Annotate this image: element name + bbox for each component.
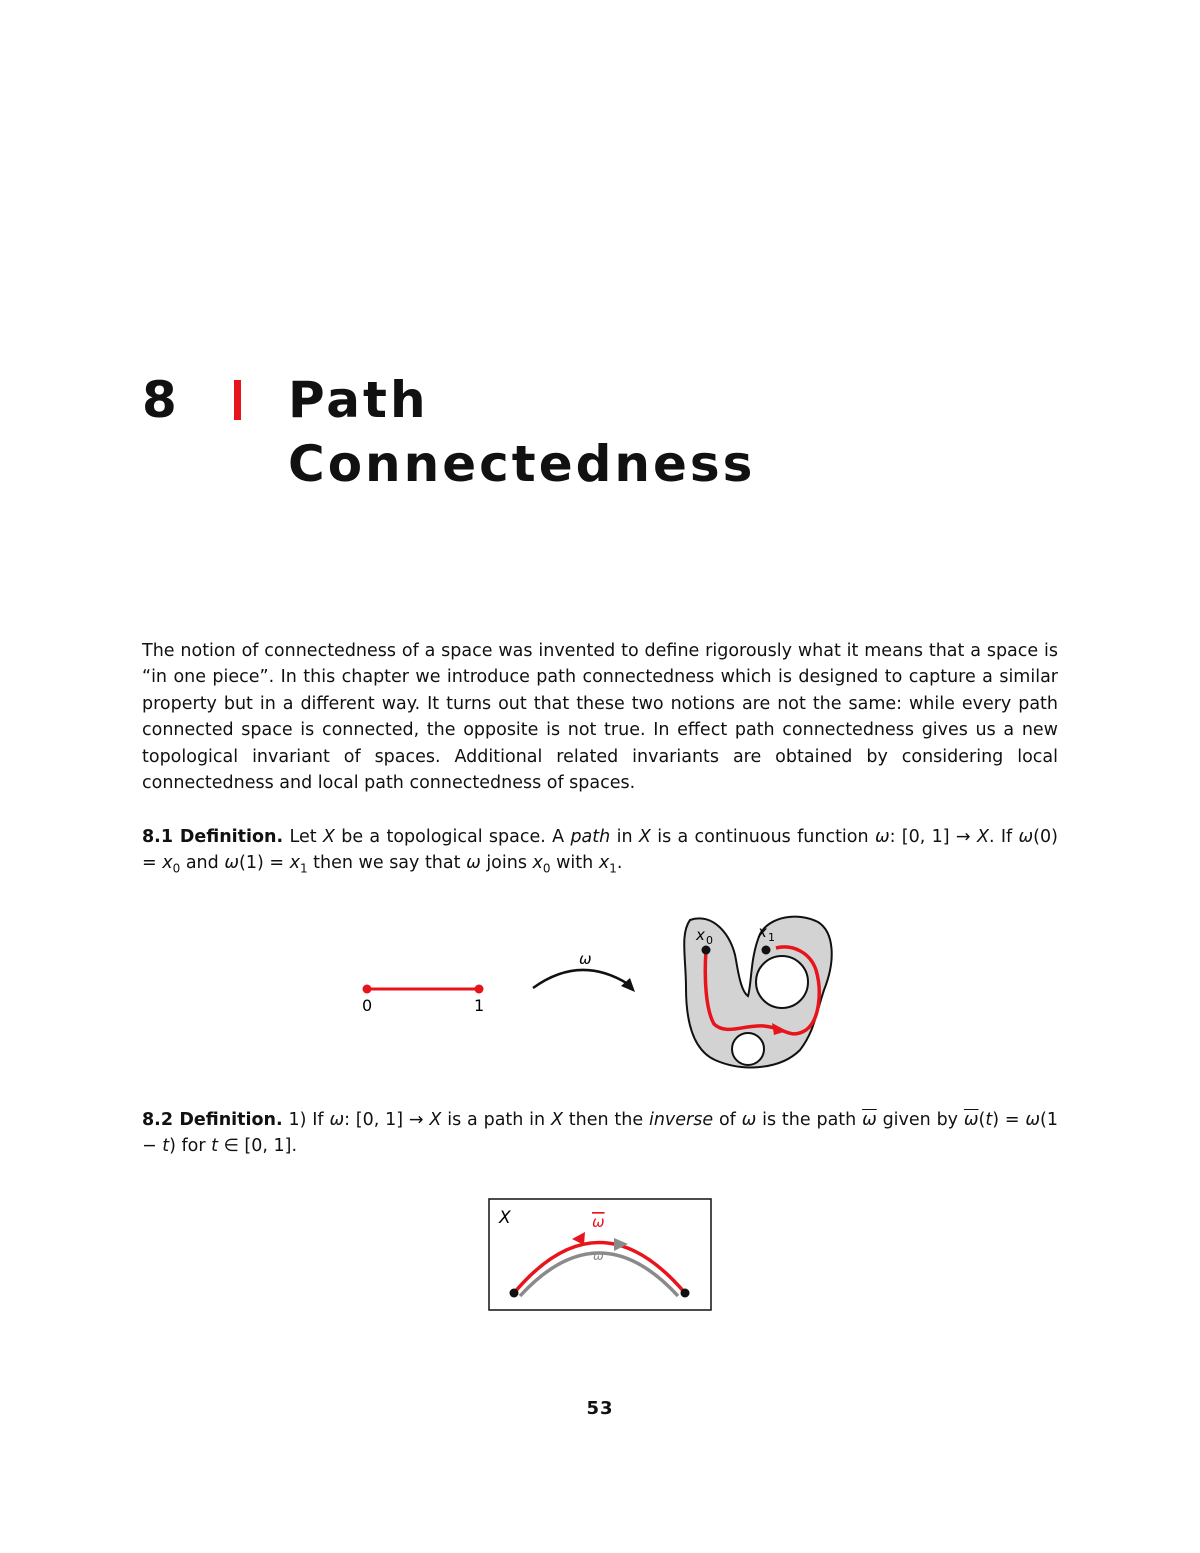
def2-term-inverse: inverse <box>648 1110 714 1130</box>
chapter-divider-bar <box>234 380 241 420</box>
chapter-title-line-2: Connectedness <box>288 435 756 493</box>
end-point-sub: 1 <box>768 931 775 944</box>
space-hole-large <box>756 956 808 1008</box>
chapter-title <box>288 368 755 496</box>
def2-var-omega: ω <box>1025 1110 1041 1130</box>
def2-text: given by <box>882 1110 959 1130</box>
def2-text: 1) If <box>288 1110 324 1130</box>
chapter-number: 8 <box>142 371 177 429</box>
def2-text: ) for <box>169 1136 206 1157</box>
page-number: 53 <box>586 1398 614 1419</box>
def1-text: . If <box>988 827 1013 847</box>
definition-8-1-label: 8.1 Definition. <box>142 827 284 847</box>
def1-text: : [0, 1] → <box>889 827 971 847</box>
path-label: ω <box>593 1249 604 1264</box>
def1-sub: 0 <box>542 861 551 876</box>
map-label: ω <box>579 950 592 968</box>
def1-text: (1) = <box>239 853 285 874</box>
interval-end-label: 1 <box>474 996 485 1015</box>
definition-8-2 <box>142 1107 1058 1160</box>
def2-var-t: t <box>162 1136 170 1157</box>
definition-8-1 <box>142 824 1058 877</box>
def2-text: ( <box>978 1110 986 1130</box>
def1-var-X: X <box>976 827 989 847</box>
space-hole-small <box>732 1033 764 1065</box>
path-figure <box>340 910 840 1080</box>
def2-var-omega-bar: $\overline{\omega}$ <box>963 1110 979 1130</box>
def1-var-omega: ω <box>466 853 481 874</box>
def1-sub: 0 <box>172 861 181 876</box>
map-arrow <box>533 970 628 988</box>
def1-var-omega: ω <box>224 853 239 874</box>
def2-var-t: t <box>211 1136 219 1157</box>
def2-text: is the path <box>762 1110 857 1130</box>
space-label: X <box>499 1208 511 1228</box>
end-point <box>681 1289 690 1298</box>
def1-var-omega: ω <box>874 827 890 847</box>
interval-start-point <box>363 985 372 994</box>
def2-var-omega-bar: $\overline{\omega}$ <box>862 1110 877 1130</box>
def2-text: then the <box>568 1110 644 1130</box>
def1-text: (0) = <box>142 827 1058 874</box>
end-point-label: x <box>758 923 767 941</box>
def1-var-x: x <box>598 853 610 874</box>
def1-text: . <box>616 853 623 874</box>
interval-end-point <box>475 985 484 994</box>
def2-text: ∈ [0, 1]. <box>223 1136 298 1157</box>
def1-var-x: x <box>162 853 173 874</box>
def1-var-X: X <box>322 827 335 847</box>
def2-var-X: X <box>429 1110 442 1130</box>
def1-var-x: x <box>532 853 543 874</box>
def2-var-t: t <box>985 1110 993 1130</box>
def2-var-X: X <box>550 1110 563 1130</box>
start-point-sub: 0 <box>706 934 713 947</box>
def1-text: joins <box>486 853 527 874</box>
def2-text: of <box>718 1110 736 1130</box>
inverse-path-figure <box>488 1198 712 1311</box>
interval-start-label: 0 <box>362 996 373 1015</box>
def2-var-omega: ω <box>329 1110 345 1130</box>
def1-text: and <box>185 853 219 874</box>
def1-text: in <box>616 827 633 847</box>
def1-text: is a continuous function <box>657 827 869 847</box>
def2-var-omega: ω <box>741 1110 757 1130</box>
def1-var-omega: ω <box>1018 827 1034 847</box>
def1-sub: 1 <box>299 861 308 876</box>
def2-text: (1 − <box>142 1110 1058 1157</box>
def2-text: is a path in <box>447 1110 546 1130</box>
def1-text: be a topological space. A <box>341 827 565 847</box>
intro-paragraph: The notion of connectedness of a space was invented to define rigorously what it means that a space is “in one piece”. In this chapter we introduce path connectedness which is designed to capture a similar property but in a different way. It turns out that these two notions are not the same: while every path connected space is connected, the opposite is not true. In effect path connectedness gives us a new topological invariant of spaces. Additional related invariants are obtained by considering local connectedness and local path connectedness of spaces. <box>142 641 1058 794</box>
chapter-title-line-1: Path <box>288 371 429 429</box>
def2-text: ) = <box>992 1110 1020 1130</box>
def1-text: then we say that <box>313 853 461 874</box>
start-point-label: x <box>696 926 705 944</box>
def1-sub: 1 <box>609 861 617 876</box>
def1-var-X: X <box>638 827 651 847</box>
def1-term-path: path <box>570 827 611 847</box>
start-point <box>510 1289 519 1298</box>
definition-8-2-label: 8.2 Definition. <box>142 1110 283 1130</box>
end-point <box>762 946 771 955</box>
def1-text: with <box>556 853 594 874</box>
def2-text: : [0, 1] → <box>344 1110 424 1130</box>
def1-text: Let <box>289 827 317 847</box>
inverse-label: ω <box>592 1213 605 1231</box>
def1-var-x: x <box>289 853 300 874</box>
